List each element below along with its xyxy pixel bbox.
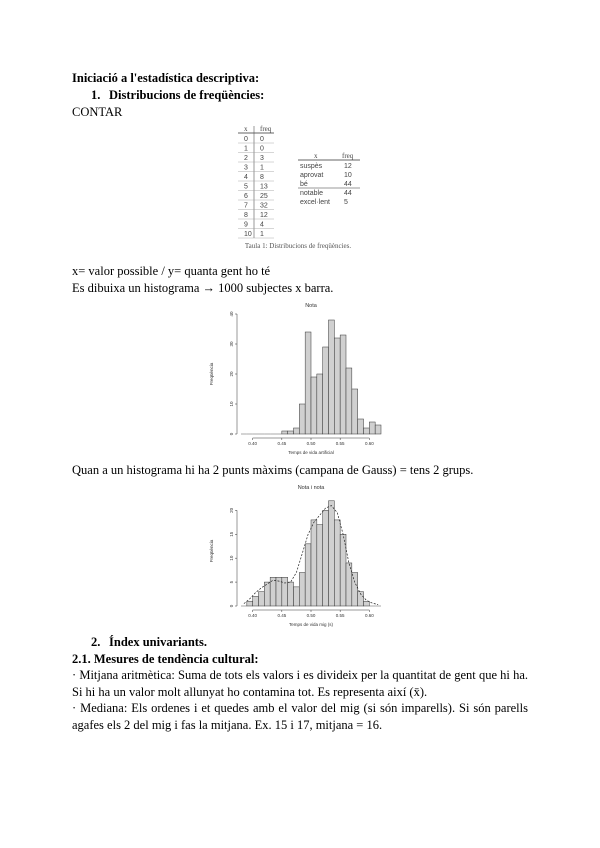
y-tick-label: 5 bbox=[229, 580, 234, 584]
table1-cell-freq: 4 bbox=[260, 221, 264, 229]
histogram-bar bbox=[282, 577, 288, 606]
x-tick-label: 0.40 bbox=[248, 441, 258, 446]
histogram-bar bbox=[305, 544, 311, 606]
frequency-tables-figure bbox=[228, 124, 368, 256]
table1-header-x: x bbox=[244, 125, 248, 133]
histogram-bar bbox=[282, 431, 288, 434]
table2-cell-x: excel·lent bbox=[300, 199, 330, 206]
histogram-bar bbox=[364, 601, 370, 606]
table2-cell-x: aprovat bbox=[300, 172, 324, 179]
x-axis-label: Temps de vida artificial bbox=[288, 450, 334, 455]
histogram-bar bbox=[294, 587, 300, 606]
table1-header-freq: freq bbox=[260, 125, 272, 133]
y-tick-label: 15 bbox=[229, 531, 234, 537]
x-tick-label: 0.60 bbox=[364, 441, 374, 446]
histogram-bar bbox=[323, 347, 329, 434]
mediana-paragraph: · Mediana: Els ordenes i et quedes amb el valor del mig (si són imparells). Si són parells agafes els 2 del mig i fas la mitjana. Ex. 15 i 17, mitjana = 16. bbox=[72, 701, 528, 732]
x-tick-label: 0.60 bbox=[364, 613, 374, 618]
table1-cell-freq: 0 bbox=[260, 145, 264, 153]
histogram-bar bbox=[375, 425, 381, 434]
table1-cell-x: 1 bbox=[244, 145, 248, 153]
histogram-line: Es dibuixa un histograma → 1000 subjectes x barra. bbox=[72, 281, 334, 295]
histogram-bar bbox=[311, 377, 317, 434]
table1-cell-freq: 0 bbox=[260, 136, 264, 143]
x-axis-label: Temps de vida mig (s) bbox=[288, 622, 334, 627]
x-tick-label: 0.50 bbox=[306, 613, 316, 618]
table2-header-freq: freq bbox=[342, 152, 354, 160]
histogram-1-svg bbox=[205, 298, 395, 458]
histogram-bar bbox=[340, 335, 346, 434]
table2-cell-freq: 10 bbox=[344, 172, 352, 179]
y-tick-label: 20 bbox=[229, 507, 234, 513]
table2-body bbox=[298, 163, 360, 206]
y-tick-label: 0 bbox=[229, 604, 234, 608]
table1-cell-x: 9 bbox=[244, 221, 248, 229]
histogram-bar bbox=[358, 419, 364, 434]
y-tick-label: 0 bbox=[229, 432, 234, 436]
histogram-bar bbox=[364, 428, 370, 434]
histogram-bar bbox=[288, 582, 294, 606]
table1-cell-freq: 13 bbox=[260, 183, 268, 191]
histogram-bar bbox=[288, 431, 294, 434]
y-axis-label: Freqüència bbox=[209, 539, 214, 563]
table1-cell-freq: 25 bbox=[260, 193, 268, 200]
gauss-line: Quan a un histograma hi ha 2 punts màxims (campana de Gauss) = tens 2 grups. bbox=[72, 463, 474, 477]
table2-cell-freq: 44 bbox=[344, 190, 352, 197]
x-tick-label: 0.50 bbox=[306, 441, 316, 446]
document-title: Iniciació a l'estadística descriptiva: bbox=[72, 71, 260, 85]
table1-cell-x: 0 bbox=[244, 136, 248, 143]
contar-label: CONTAR bbox=[72, 105, 123, 119]
histogram-bar bbox=[317, 525, 323, 606]
section-2-number: 2. bbox=[91, 635, 101, 649]
table2-cell-x: suspès bbox=[300, 163, 323, 170]
chart-title: Nota i nota bbox=[297, 485, 325, 491]
table1-cell-x: 7 bbox=[244, 202, 248, 210]
histogram-bar bbox=[317, 374, 323, 434]
histogram-bar bbox=[247, 601, 253, 606]
table2-cell-freq: 5 bbox=[344, 199, 348, 206]
y-tick-label: 30 bbox=[229, 341, 234, 347]
histogram-bar bbox=[323, 510, 329, 606]
table1-cell-x: 2 bbox=[244, 155, 248, 162]
histogram-bar bbox=[329, 320, 335, 434]
table1-cell-freq: 1 bbox=[260, 164, 264, 172]
xy-definition-line: x= valor possible / y= quanta gent ho té bbox=[72, 264, 271, 278]
table1-cell-x: 10 bbox=[244, 231, 252, 238]
x-tick-label: 0.55 bbox=[335, 613, 345, 618]
histogram-bar bbox=[299, 404, 305, 434]
histogram-bar bbox=[305, 332, 311, 434]
table1-cell-freq: 32 bbox=[260, 202, 268, 210]
mitjana-paragraph: · Mitjana aritmètica: Suma de tots els valors i es divideix per la quantitat de gent que hi ha. Si hi ha un valor molt allunyat ho contamina tot. Es representa així (x̄). bbox=[72, 668, 528, 699]
table1-cell-x: 4 bbox=[244, 174, 248, 181]
x-tick-label: 0.45 bbox=[277, 613, 287, 618]
histogram-chart-2 bbox=[205, 480, 395, 630]
table1-cell-x: 6 bbox=[244, 193, 248, 200]
x-tick-label: 0.40 bbox=[248, 613, 258, 618]
table2-cell-freq: 44 bbox=[344, 181, 352, 188]
histogram-bar bbox=[259, 592, 265, 606]
histogram-2-svg bbox=[205, 480, 395, 630]
table1-cell-freq: 3 bbox=[260, 155, 264, 162]
y-axis-label: Freqüència bbox=[209, 362, 214, 386]
histogram-bar bbox=[294, 428, 300, 434]
histogram-bar bbox=[346, 563, 352, 606]
table2-cell-x: bé bbox=[300, 181, 308, 188]
histogram-bar bbox=[369, 422, 375, 434]
table1-cell-freq: 8 bbox=[260, 174, 264, 181]
table2-header-x: x bbox=[314, 152, 318, 160]
table1-body bbox=[238, 136, 274, 238]
section-1-heading: Distribucions de freqüències: bbox=[109, 88, 265, 102]
histogram-bar bbox=[299, 573, 305, 606]
histogram-bar bbox=[334, 520, 340, 606]
histogram-bar bbox=[334, 338, 340, 434]
table-caption: Taula 1: Distribucions de freqüències. bbox=[244, 242, 352, 250]
y-tick-label: 10 bbox=[229, 401, 234, 407]
histogram-bar bbox=[352, 389, 358, 434]
y-tick-label: 10 bbox=[229, 555, 234, 561]
section-1-number: 1. bbox=[91, 88, 101, 102]
histogram-bar bbox=[253, 596, 259, 606]
table1-cell-freq: 1 bbox=[260, 231, 264, 238]
chart-title: Nota bbox=[305, 303, 317, 309]
subsection-2-1-heading: 2.1. Mesures de tendència cultural: bbox=[72, 652, 259, 666]
table1-cell-freq: 12 bbox=[260, 212, 268, 219]
table2-cell-freq: 12 bbox=[344, 163, 352, 170]
y-tick-label: 20 bbox=[229, 371, 234, 377]
histogram-bar bbox=[264, 582, 270, 606]
histogram-bar bbox=[346, 368, 352, 434]
section-2-heading: Índex univariants. bbox=[109, 635, 207, 649]
table1-cell-x: 3 bbox=[244, 164, 248, 172]
table1-cell-x: 8 bbox=[244, 212, 248, 219]
table1-cell-x: 5 bbox=[244, 183, 248, 191]
x-tick-label: 0.45 bbox=[277, 441, 287, 446]
histogram-chart-1 bbox=[205, 298, 395, 458]
histogram-bar bbox=[352, 573, 358, 606]
table2-cell-x: notable bbox=[300, 190, 323, 197]
histogram-bar bbox=[329, 501, 335, 606]
histogram-bar bbox=[311, 520, 317, 606]
frequency-tables-svg bbox=[228, 124, 368, 256]
x-tick-label: 0.55 bbox=[335, 441, 345, 446]
y-tick-label: 40 bbox=[229, 311, 234, 317]
